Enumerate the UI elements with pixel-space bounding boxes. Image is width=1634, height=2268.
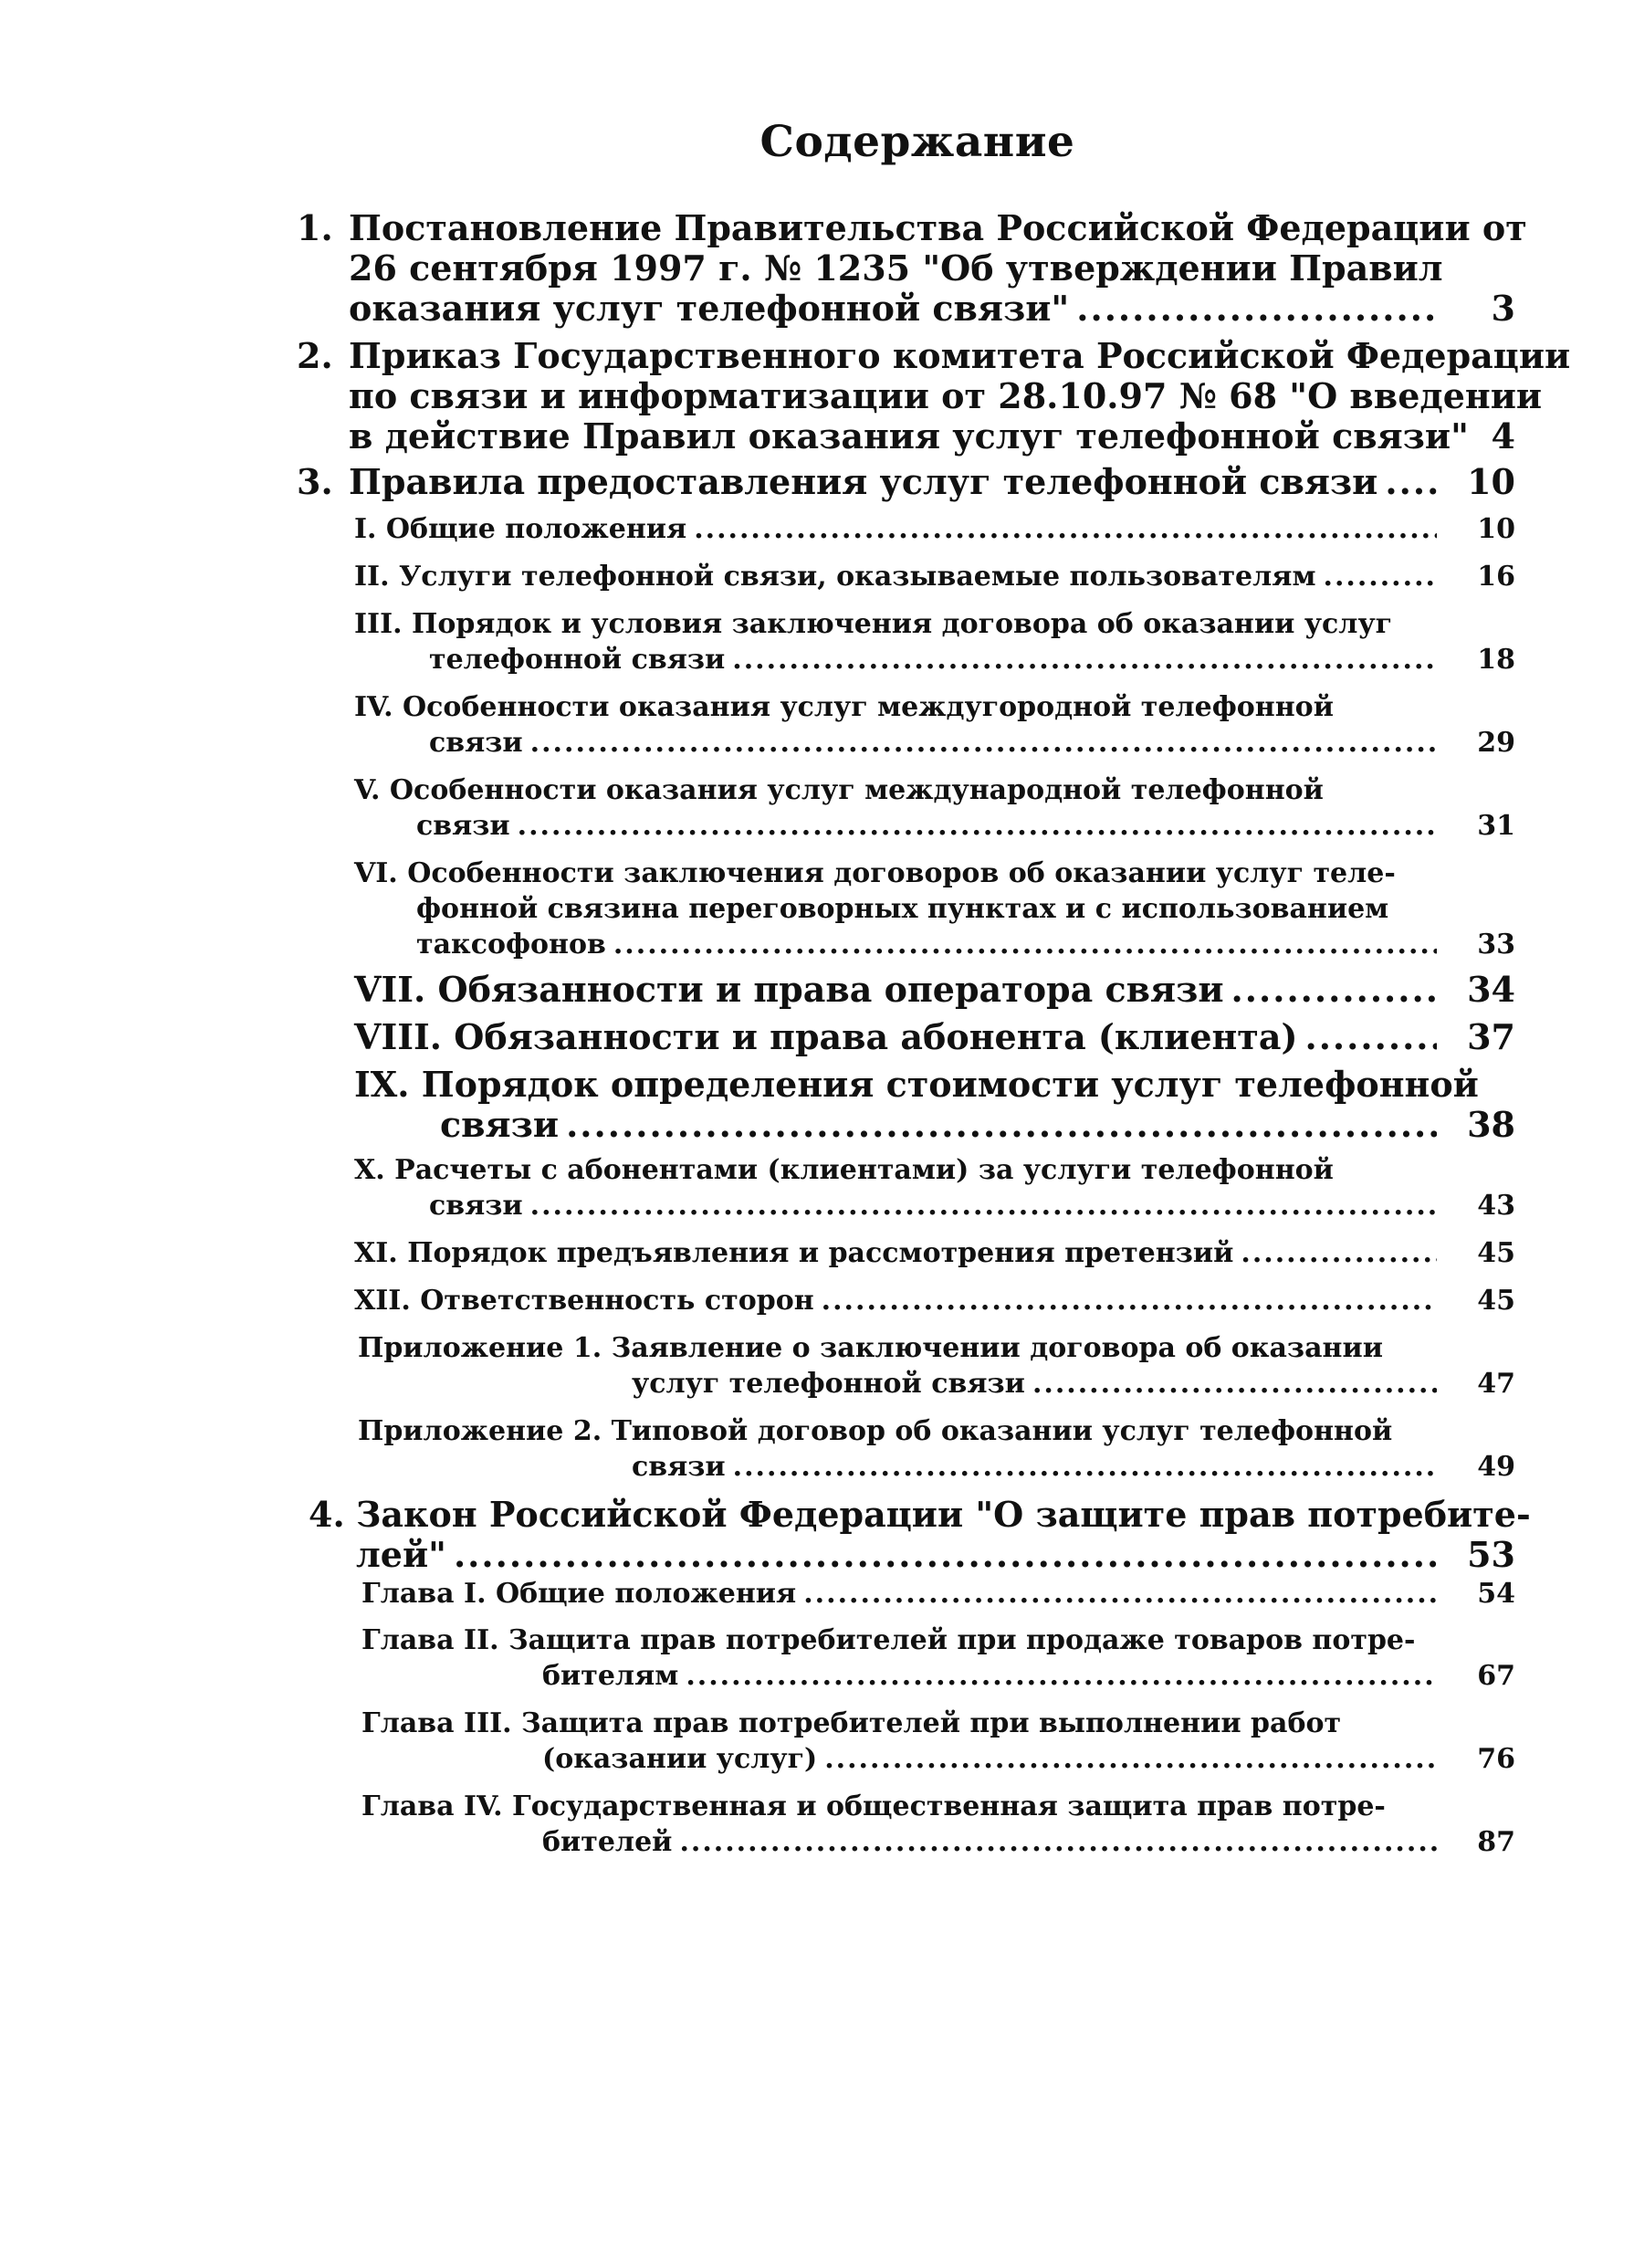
toc-entry-page-number: 45 [1477,1237,1515,1269]
toc-entry-title [354,1235,1442,1271]
dot-leader [454,1535,1437,1575]
toc-entry-line: VI. Особенности заключения договоров об оказании услуг теле- [354,857,1396,889]
dot-leader [1324,559,1437,594]
toc-entry-line: Глава IV. Государственная и общественная защита прав потре- [361,1790,1386,1822]
toc-entry-page-number: 49 [1477,1451,1515,1483]
toc-entry-line: X. Расчеты с абонентами (клиентами) за услуги телефонной [354,1154,1334,1186]
dot-leader [732,642,1437,677]
toc-entry-title [354,689,1442,761]
toc-entry-line: связи [416,810,510,842]
toc-entry-page-number: 38 [1467,1104,1515,1145]
toc-entry-line: II. Услуги телефонной связи, оказываемые пользователям [354,561,1316,593]
dot-leader [1385,462,1437,502]
toc-entry-line: фонной связина переговорных пунктах и с использованием [416,893,1389,925]
toc-entry-line: IX. Порядок определения стоимости услуг телефонной [354,1064,1479,1105]
toc-entry-line: услуг телефонной связи [632,1368,1025,1400]
toc-entry-page-number: 47 [1477,1368,1515,1400]
toc-entry-line: III. Порядок и условия заключения договора об оказании услуг [354,608,1393,640]
toc-entry-line: связи [429,1190,523,1222]
toc-entry-title [358,1413,1442,1485]
dot-leader [822,1283,1437,1318]
dot-leader [824,1741,1437,1777]
toc-entry-title [354,1017,1442,1057]
toc-entry-page-number: 76 [1477,1743,1515,1775]
dot-leader [1231,970,1437,1010]
toc-entry-page-number: 53 [1467,1534,1515,1575]
toc-entry-line: VIII. Обязанности и права абонента (клиента) [354,1016,1298,1057]
toc-entry-line: таксофонов [416,929,606,961]
toc-entry-title [361,1706,1442,1777]
dot-leader [1032,1366,1437,1402]
dot-leader [803,1576,1437,1612]
toc-entry-line: связи [440,1104,560,1145]
toc-entry-title [361,1622,1442,1694]
toc-entry-line: лей" [356,1534,446,1575]
toc-entry-line: XII. Ответственность сторон [354,1285,814,1317]
toc-entry-page-number: 10 [1467,461,1515,502]
toc-entry-title [354,856,1442,962]
toc-entry-title [354,1064,1479,1145]
toc-entry-page-number: 37 [1467,1016,1515,1057]
toc-entry-line: Глава III. Защита прав потребителей при выполнении работ [361,1707,1342,1739]
toc-entry-number: 4. [309,1494,345,1535]
toc-entry-title [361,1576,1442,1612]
dot-leader [686,1658,1437,1694]
toc-entry-line: Приказ Государственного комитета Российской Федерации [349,335,1571,376]
toc-entry-line: телефонной связи [429,644,726,676]
toc-entry-title [358,1330,1442,1402]
dot-leader [1304,1017,1437,1057]
toc-entry-title [361,1789,1442,1860]
toc-entry-page-number: 4 [1491,415,1515,457]
toc-entry-page-number: 43 [1477,1190,1515,1222]
toc-entry-number: 3. [297,461,333,502]
dot-leader [530,1188,1437,1223]
toc-entry-line: IV. Особенности оказания услуг междугородной телефонной [354,691,1334,723]
toc-entry-line: связи [632,1451,726,1483]
toc-entry-line: (оказании услуг) [542,1743,818,1775]
toc-entry-line: XI. Порядок предъявления и рассмотрения претензий [354,1237,1234,1269]
dot-leader [1076,289,1437,329]
toc-entry-line: Правила предоставления услуг телефонной связи [349,461,1378,502]
toc-entry-number: 1. [297,207,333,248]
toc-entry-title [349,335,1571,457]
toc-entry-line: V. Особенности оказания услуг международной телефонной [354,774,1324,806]
toc-entry-line: бителям [542,1660,679,1692]
toc-entry-line: I. Общие положения [354,513,687,545]
dot-leader [733,1449,1437,1485]
toc-entry-line: 26 сентября 1997 г. № 1235 "Об утверждении Правил [349,247,1443,289]
toc-entry-page-number: 31 [1477,810,1515,842]
dot-leader [530,725,1437,761]
page-title: Содержание [759,117,1075,167]
toc-entry-line: Глава II. Защита прав потребителей при продаже товаров потре- [361,1624,1416,1656]
toc-entry-page-number: 16 [1477,561,1515,593]
toc-entry-line: бителей [542,1826,673,1858]
toc-entry-page-number: 10 [1477,513,1515,545]
dot-leader [679,1824,1437,1860]
dot-leader [566,1105,1437,1145]
toc-entry-line: в действие Правил оказания услуг телефонной связи" [349,415,1469,457]
toc-entry-page-number: 87 [1477,1826,1515,1858]
toc-entry-title [354,606,1442,677]
toc-entry-line: связи [429,727,523,759]
dot-leader [613,927,1437,962]
toc-entry-page-number: 67 [1477,1660,1515,1692]
dot-leader [518,808,1437,844]
toc-entry-page-number: 29 [1477,727,1515,759]
toc-entry-line: по связи и информатизации от 28.10.97 № 68 "О введении [349,375,1543,416]
toc-entry-number: 2. [297,335,333,376]
toc-entry-title [354,772,1442,844]
toc-entry-line: Глава I. Общие положения [361,1578,797,1610]
toc-entry-line: VII. Обязанности и права оператора связи [354,969,1224,1010]
toc-entry-title [354,1283,1442,1318]
toc-entry-line: Закон Российской Федерации "О защите прав потребите- [356,1494,1531,1535]
toc-entry-title [354,559,1442,594]
toc-entry-title [349,207,1527,329]
toc-entry-page-number: 3 [1491,288,1515,329]
toc-entry-page-number: 33 [1477,929,1515,961]
toc-entry-page-number: 54 [1477,1578,1515,1610]
toc-entry-page-number: 18 [1477,644,1515,676]
toc-entry-line: Постановление Правительства Российской Федерации от [349,207,1527,248]
toc-entry-line: Приложение 2. Типовой договор об оказании услуг телефонной [358,1415,1393,1447]
toc-entry-title [354,970,1442,1010]
dot-leader [1241,1235,1437,1271]
toc-entry-title [349,462,1442,502]
toc-entry-line: оказания услуг телефонной связи" [349,288,1070,329]
toc-entry-page-number: 45 [1477,1285,1515,1317]
toc-entry-title [354,511,1442,547]
toc-entry-title [354,1152,1442,1223]
toc-entry-line: Приложение 1. Заявление о заключении договора об оказании [358,1332,1383,1364]
toc-entry-page-number: 34 [1467,969,1515,1010]
dot-leader [694,511,1437,547]
